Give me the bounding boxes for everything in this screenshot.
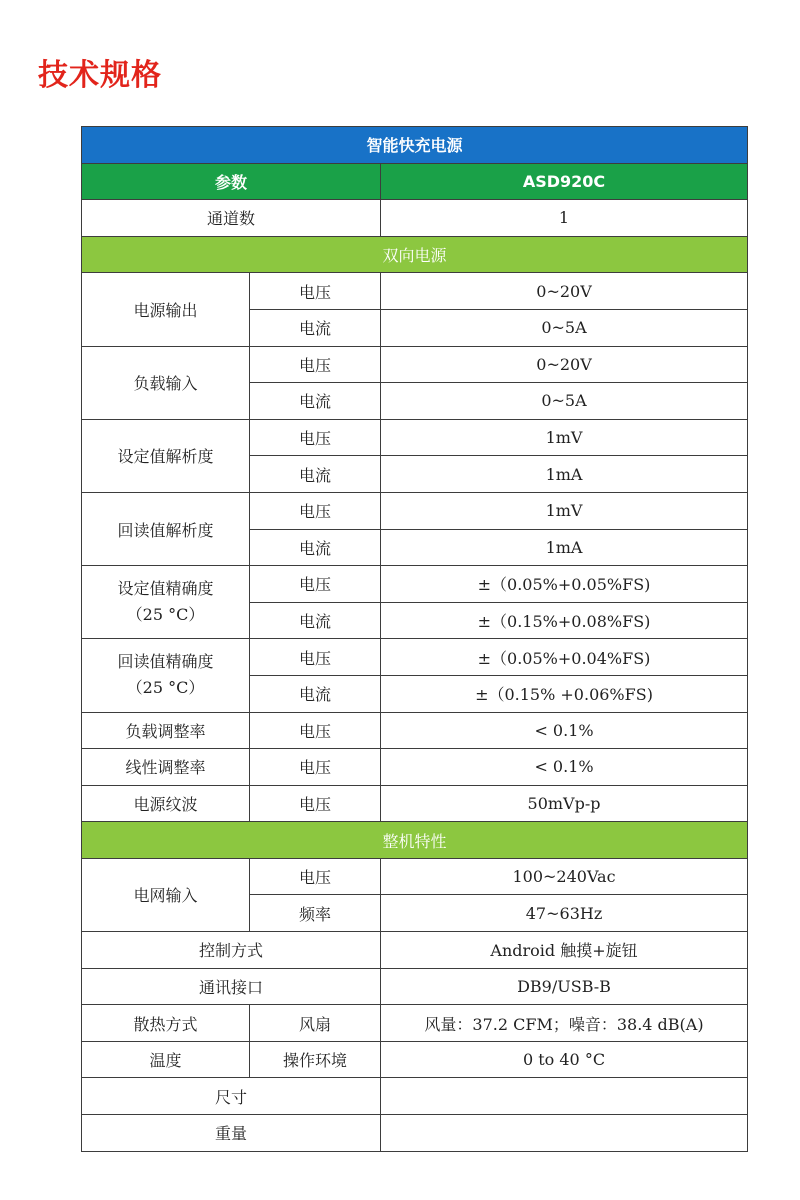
spec-table — [81, 126, 748, 1152]
section-bidirectional: 双向电源 — [82, 236, 748, 273]
spec-value: 0~20V — [381, 273, 748, 310]
table-row — [82, 492, 748, 529]
readback-accuracy-label — [82, 639, 250, 712]
spec-value — [381, 1115, 748, 1152]
sub-label: 电流 — [250, 383, 381, 420]
sub-label: 操作环境 — [250, 1041, 381, 1078]
sub-label: 电压 — [250, 639, 381, 676]
sub-label: 风扇 — [250, 1005, 381, 1042]
sub-label: 电流 — [250, 675, 381, 712]
table-row — [82, 968, 748, 1005]
spec-value: 风量：37.2 CFM；噪音：38.4 dB(A) — [381, 1005, 748, 1042]
size-label: 尺寸 — [82, 1078, 381, 1115]
section-row — [82, 822, 748, 859]
spec-value: 0~5A — [381, 309, 748, 346]
section-machine: 整机特性 — [82, 822, 748, 859]
ripple-label: 电源纹波 — [82, 785, 250, 822]
spec-value: 0 to 40 °C — [381, 1041, 748, 1078]
power-output-label: 电源输出 — [82, 273, 250, 346]
table-row — [82, 273, 748, 310]
table-row — [82, 1041, 748, 1078]
spec-value: < 0.1% — [381, 749, 748, 786]
channels-label: 通道数 — [82, 200, 381, 237]
sub-label: 电压 — [250, 858, 381, 895]
table-header-row — [82, 163, 748, 200]
set-accuracy-label-line1: 设定值精确度 — [117, 579, 214, 599]
table-row — [82, 785, 748, 822]
spec-value: 0~20V — [381, 346, 748, 383]
spec-value: 0~5A — [381, 383, 748, 420]
table-title: 智能快充电源 — [82, 127, 748, 164]
readback-accuracy-label-line1: 回读值精确度 — [117, 652, 214, 672]
header-param: 参数 — [82, 163, 381, 200]
header-model: ASD920C — [381, 163, 748, 200]
spec-value: DB9/USB-B — [381, 968, 748, 1005]
sub-label: 电流 — [250, 309, 381, 346]
sub-label: 电压 — [250, 273, 381, 310]
table-row — [82, 749, 748, 786]
spec-value — [381, 1078, 748, 1115]
cooling-label: 散热方式 — [82, 1005, 250, 1042]
sub-label: 电压 — [250, 785, 381, 822]
sub-label: 电压 — [250, 566, 381, 603]
grid-input-label: 电网输入 — [82, 858, 250, 931]
sub-label: 电压 — [250, 346, 381, 383]
set-accuracy-label — [82, 566, 250, 639]
interface-label: 通讯接口 — [82, 968, 381, 1005]
table-row — [82, 639, 748, 676]
spec-value: ±（0.05%+0.05%FS) — [381, 566, 748, 603]
sub-label: 电压 — [250, 749, 381, 786]
section-row — [82, 236, 748, 273]
table-title-row — [82, 127, 748, 164]
table-row — [82, 1115, 748, 1152]
spec-value: 1mV — [381, 492, 748, 529]
table-row — [82, 1005, 748, 1042]
sub-label: 电流 — [250, 456, 381, 493]
load-input-label: 负载输入 — [82, 346, 250, 419]
spec-value: ±（0.05%+0.04%FS) — [381, 639, 748, 676]
spec-value: 1mA — [381, 529, 748, 566]
control-label: 控制方式 — [82, 932, 381, 969]
spec-value: ±（0.15% +0.06%FS) — [381, 675, 748, 712]
spec-value: 1mA — [381, 456, 748, 493]
sub-label: 电压 — [250, 712, 381, 749]
spec-value: 100~240Vac — [381, 858, 748, 895]
line-regulation-label: 线性调整率 — [82, 749, 250, 786]
spec-value: Android 触摸+旋钮 — [381, 932, 748, 969]
spec-value: 50mVp-p — [381, 785, 748, 822]
set-accuracy-label-line2: （25 °C） — [126, 605, 205, 625]
temperature-label: 温度 — [82, 1041, 250, 1078]
table-row — [82, 932, 748, 969]
sub-label: 电流 — [250, 602, 381, 639]
weight-label: 重量 — [82, 1115, 381, 1152]
table-row — [82, 419, 748, 456]
load-regulation-label: 负载调整率 — [82, 712, 250, 749]
table-row — [82, 346, 748, 383]
table-row — [82, 1078, 748, 1115]
sub-label: 电压 — [250, 492, 381, 529]
table-row — [82, 712, 748, 749]
sub-label: 电压 — [250, 419, 381, 456]
channels-value: 1 — [381, 200, 748, 237]
spec-value: 1mV — [381, 419, 748, 456]
table-row — [82, 858, 748, 895]
sub-label: 电流 — [250, 529, 381, 566]
readback-accuracy-label-line2: （25 °C） — [126, 678, 205, 698]
table-row — [82, 566, 748, 603]
set-resolution-label: 设定值解析度 — [82, 419, 250, 492]
sub-label: 频率 — [250, 895, 381, 932]
spec-value: ±（0.15%+0.08%FS) — [381, 602, 748, 639]
readback-resolution-label: 回读值解析度 — [82, 492, 250, 565]
spec-value: 47~63Hz — [381, 895, 748, 932]
table-row — [82, 200, 748, 237]
page-title: 技术规格 — [38, 58, 162, 93]
spec-value: < 0.1% — [381, 712, 748, 749]
